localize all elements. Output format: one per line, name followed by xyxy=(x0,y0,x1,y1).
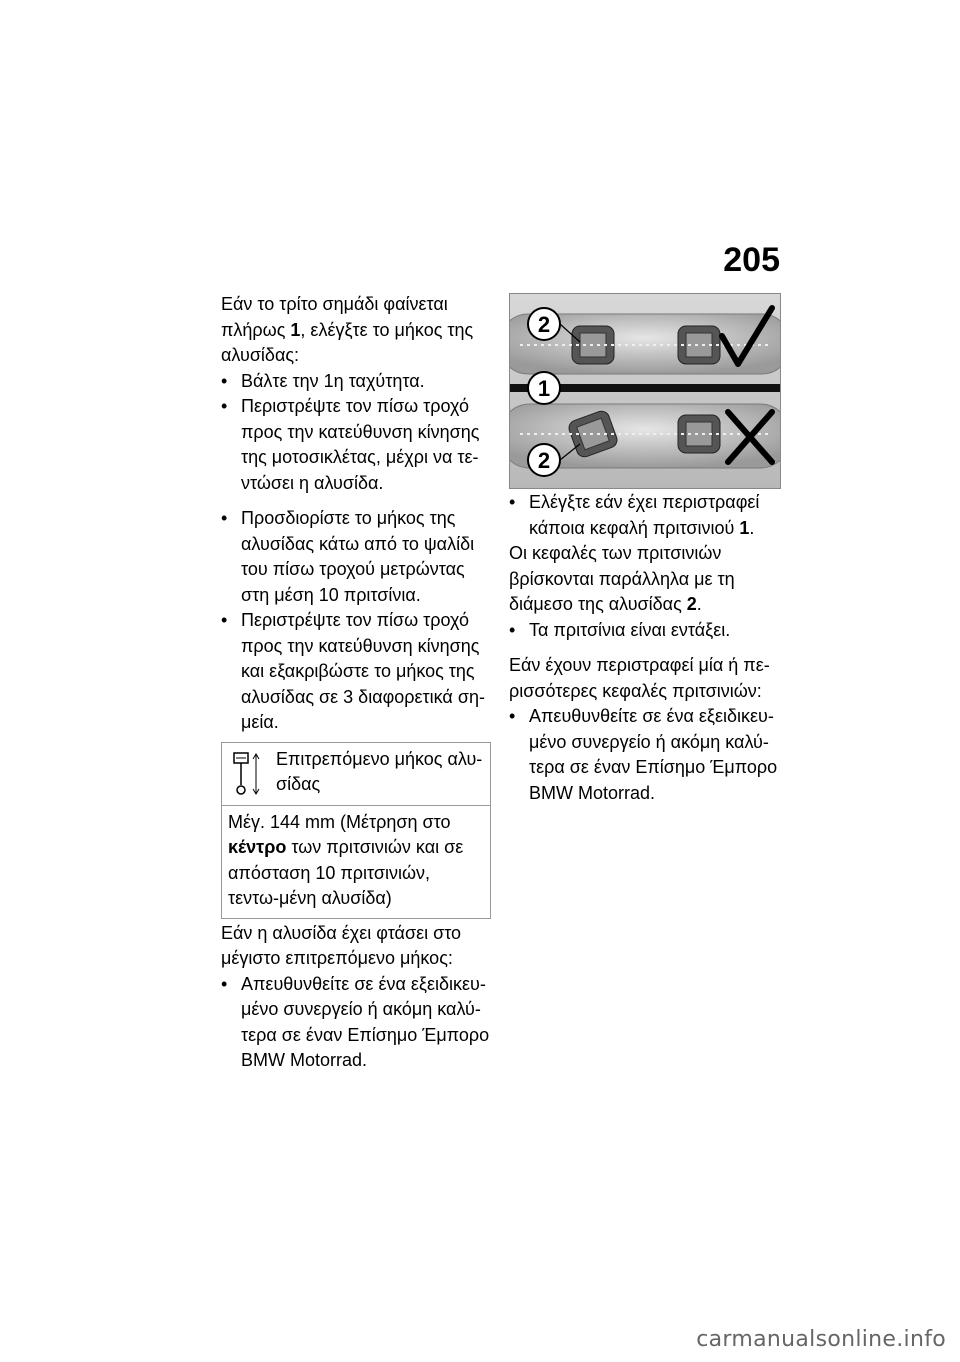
intro-paragraph: Εάν το τρίτο σημάδι φαίνεται πλήρως 1, ελέγξτε το μήκος της αλυσίδας: xyxy=(221,294,474,365)
figure-label-1 xyxy=(528,372,560,404)
chain-rivet-figure xyxy=(509,293,781,489)
list-item: • Περιστρέψτε τον πίσω τροχό προς την κατεύθυνση κίνησης της μοτοσικλέτας, μέχρι να τε-ντώσει η αλυσίδα. xyxy=(221,394,493,496)
left-column xyxy=(221,292,493,1074)
chain-length-icon xyxy=(232,749,266,799)
spec-title: Επιτρεπόμενο μήκος αλυ-σίδας xyxy=(276,748,483,794)
list-item: • Προσδιορίστε το μήκος της αλυσίδας κάτω από το ψαλίδι του πίσω τροχού μετρώντας στη μέση 10 πριτσίνια. xyxy=(221,506,493,608)
footer-watermark: carmanualsonline.info xyxy=(696,1327,946,1352)
paragraph: Οι κεφαλές των πριτσινιών βρίσκονται παράλληλα με τη διάμεσο της αλυσίδας 2. xyxy=(509,543,735,614)
svg-text:2: 2 xyxy=(537,312,551,337)
paragraph: Εάν έχουν περιστραφεί μία ή πε-ρισσότερες κεφαλές πριτσινιών: xyxy=(509,655,770,701)
svg-text:2: 2 xyxy=(537,448,551,473)
spec-box xyxy=(221,742,491,919)
figure-label-2-top xyxy=(528,308,560,340)
list-item: • Βάλτε την 1η ταχύτητα. xyxy=(221,369,493,395)
chain-illustration xyxy=(510,294,780,488)
figure-label-2-bottom xyxy=(528,444,560,476)
spec-header xyxy=(222,743,490,806)
list-item: • Τα πριτσίνια είναι εντάξει. xyxy=(509,618,784,644)
list-item: • Απευθυνθείτε σε ένα εξειδικευ-μένο συνεργείο ή ακόμη καλύ-τερα σε έναν Επίσημο Έμπορο BMW Motorrad. xyxy=(221,972,493,1074)
outro-paragraph: Εάν η αλυσίδα έχει φτάσει στο μέγιστο επιτρεπόμενο μήκος: xyxy=(221,922,462,968)
page-number: 205 xyxy=(723,241,780,279)
spec-value: Μέγ. 144 mm (Μέτρηση στο κέντρο των πριτσινιών και σε απόσταση 10 πριτσινιών, τεντω-μένη αλυσίδα) xyxy=(228,811,464,908)
svg-text:1: 1 xyxy=(537,376,551,401)
list-item: • Απευθυνθείτε σε ένα εξειδικευ-μένο συνεργείο ή ακόμη καλύ-τερα σε έναν Επίσημο Έμπορο BMW Motorrad. xyxy=(509,704,784,806)
right-column xyxy=(509,490,784,806)
list-item: • Ελέγξτε εάν έχει περιστραφεί κάποια κεφαλή πριτσινιού 1. xyxy=(509,490,784,541)
list-item: • Περιστρέψτε τον πίσω τροχό προς την κατεύθυνση κίνησης και εξακριβώστε το μήκος της αλυσίδας σε 3 διαφορετικά ση-μεία. xyxy=(221,608,493,736)
